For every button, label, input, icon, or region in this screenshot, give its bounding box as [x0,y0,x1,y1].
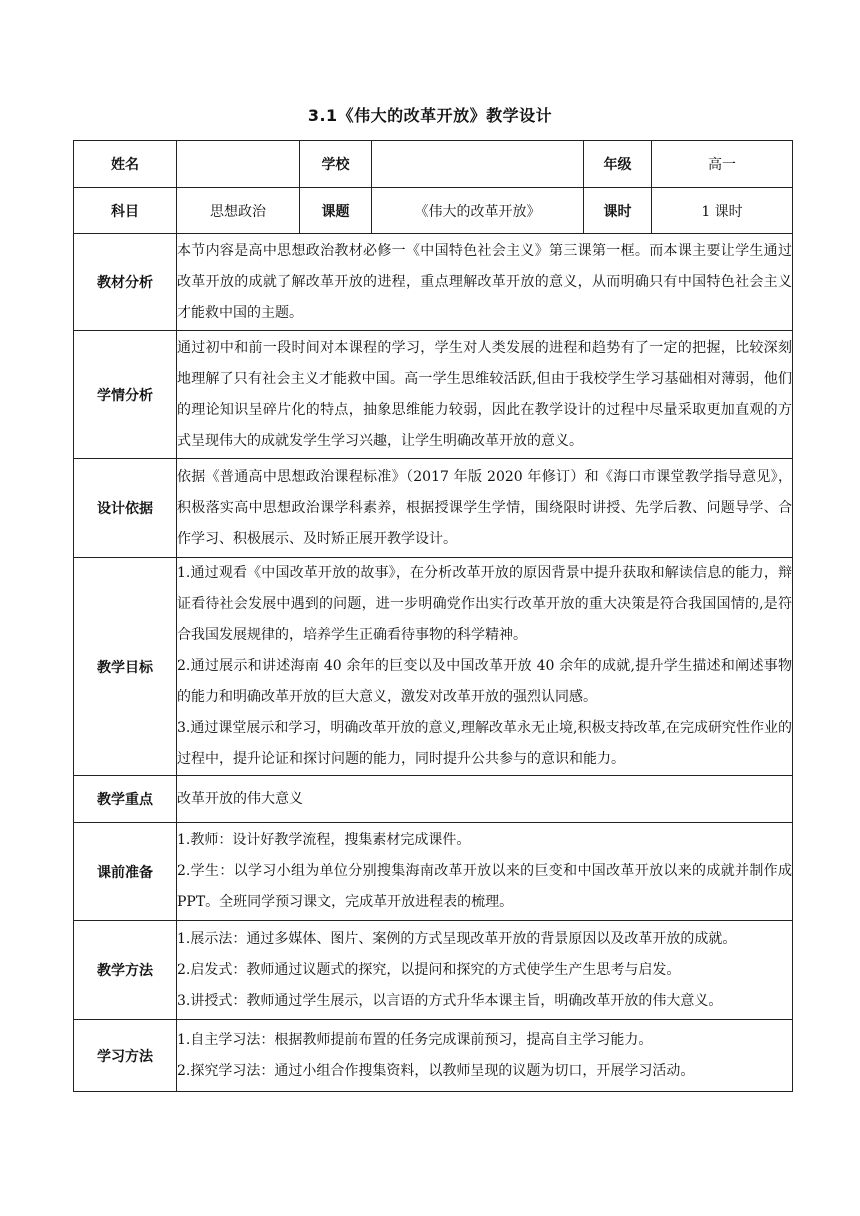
methods-label: 教学方法 [74,921,177,1020]
section-prep [74,823,793,921]
learning-item: 2.探究学习法：通过小组合作搜集资料，以教师呈现的议题为切口，开展学习活动。 [177,1062,695,1079]
section-textbook [74,234,793,331]
methods-item: 1.展示法：通过多媒体、图片、案例的方式呈现改革开放的背景原因以及改革开放的成就。 [177,930,737,947]
grade-label: 年级 [584,141,652,188]
school-label: 学校 [300,141,372,188]
school-value [372,141,584,188]
basis-label: 设计依据 [74,459,177,558]
prep-label: 课前准备 [74,823,177,921]
learning-label: 学习方法 [74,1020,177,1092]
textbook-text: 本节内容是高中思想政治教材必修一《中国特色社会主义》第三课第一框。而本课主要让学生通过改革开放的成就了解改革开放的进程，重点理解改革开放的意义，从而明确只有中国特色社会主义才能救中国的主题。 [177,234,793,331]
goals-label: 教学目标 [74,558,177,776]
info-row-1 [74,141,793,188]
methods-item: 3.讲授式：教师通过学生展示，以言语的方式升华本课主旨，明确改革开放的伟大意义。 [177,992,723,1009]
subject-value: 思想政治 [177,188,300,234]
textbook-label: 教材分析 [74,234,177,331]
prep-item: 1.教师：设计好教学流程，搜集素材完成课件。 [177,832,471,848]
info-row-2 [74,188,793,234]
topic-label: 课题 [300,188,372,234]
methods-item: 2.启发式：教师通过议题式的探究，以提问和探究的方式使学生产生思考与启发。 [177,961,681,978]
basis-text: 依据《普通高中思想政治课程标准》（2017 年版 2020 年修订）和《海口市课堂教学指导意见》，积极落实高中思想政治课学科素养，根据授课学生学情，围绕限时讲授、先学后教、问题导学、合作学习、积极展示、及时矫正展开教学设计。 [177,459,793,558]
goals-item: 2.通过展示和讲述海南 40 余年的巨变以及中国改革开放 40 余年的成就,提升学生描述和阐述事物的能力和明确改革开放的巨大意义，激发对改革开放的强烈认同感。 [177,658,792,705]
methods-content [177,921,793,1020]
learning-item: 1.自主学习法：根据教师提前布置的任务完成课前预习，提高自主学习能力。 [177,1031,653,1048]
hours-label: 课时 [584,188,652,234]
section-students [74,331,793,459]
hours-value: 1 课时 [652,188,793,234]
document-title: 3.1《伟大的改革开放》教学设计 [307,106,553,125]
prep-item: 2.学生：以学习小组为单位分别搜集海南改革开放以来的巨变和中国改革开放以来的成就并制作成 PPT。全班同学预习课文，完成革开放进程表的梳理。 [177,863,792,910]
subject-label: 科目 [74,188,177,234]
goals-item: 3.通过课堂展示和学习，明确改革开放的意义,理解改革永无止境,积极支持改革,在完成研究性作业的过程中，提升论证和探讨问题的能力，同时提升公共参与的意识和能力。 [177,720,792,767]
learning-content [177,1020,793,1092]
students-label: 学情分析 [74,331,177,459]
topic-value: 《伟大的改革开放》 [372,188,584,234]
focus-text: 改革开放的伟大意义 [177,776,793,823]
students-text: 通过初中和前一段时间对本课程的学习，学生对人类发展的进程和趋势有了一定的把握，比较深刻地理解了只有社会主义才能救中国。高一学生思维较活跃,但由于我校学生学习基础相对薄弱，他们的理论知识呈碎片化的特点，抽象思维能力较弱，因此在教学设计的过程中尽量采取更加直观的方式呈现伟大的成就发学生学习兴趣，让学生明确改革开放的意义。 [177,331,793,459]
section-focus [74,776,793,823]
section-basis [74,459,793,558]
grade-value: 高一 [652,141,793,188]
name-value [177,141,300,188]
focus-label: 教学重点 [74,776,177,823]
section-methods [74,921,793,1020]
section-goals [74,558,793,776]
name-label: 姓名 [74,141,177,188]
goals-item: 1.通过观看《中国改革开放的故事》，在分析改革开放的原因背景中提升获取和解读信息的能力，辩证看待社会发展中遇到的问题，进一步明确党作出实行改革开放的重大决策是符合我国国情的,是符合我国发展规律的，培养学生正确看待事物的科学精神。 [177,565,792,643]
section-learning [74,1020,793,1092]
lesson-plan-table [73,140,793,1092]
goals-content [177,558,793,776]
prep-content [177,823,793,921]
